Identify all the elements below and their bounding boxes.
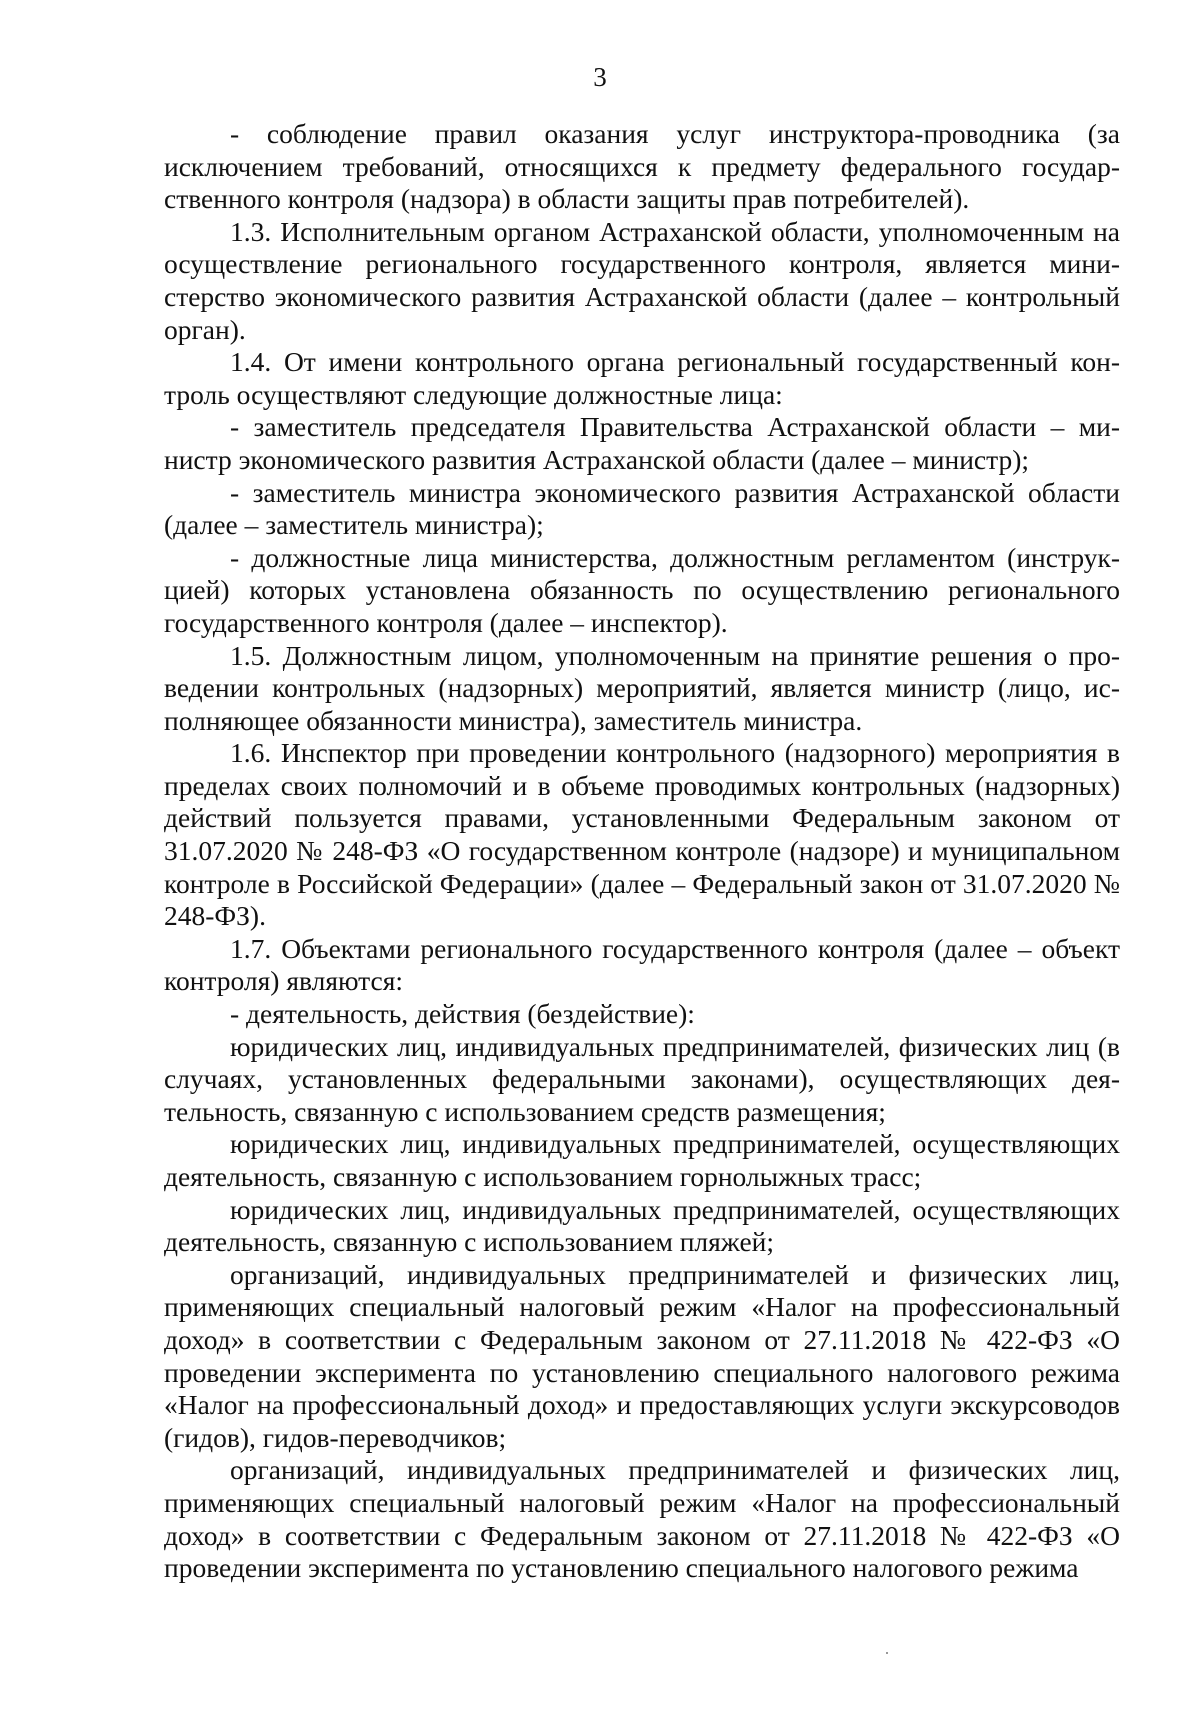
document-body xyxy=(164,118,1120,1585)
paragraph: организаций, индивидуальных предпринимателей и физических лиц, применяющих специальный налоговый режим «Налог на профессиональный доход» в соответствии с Федеральным законом от 27.11.2018 № 422-ФЗ «О проведении эксперимента по установлению специального налогового режима «Налог на профессиональный доход» и предоставляющих услуги экскурсоводов (гидов), гидов-переводчиков; xyxy=(164,1258,1120,1453)
paragraph: юридических лиц, индивидуальных предпринимателей, физических лиц (в случаях, установленных федеральными законами), осуществляющих деятельность, связанную с использованием средств размещения; xyxy=(164,1030,1120,1127)
paragraph: организаций, индивидуальных предпринимателей и физических лиц, применяющих специальный налоговый режим «Налог на профессиональный доход» в соответствии с Федеральным законом от 27.11.2018 № 422-ФЗ «О проведении эксперимента по установлению специального налогового режима xyxy=(164,1454,1120,1584)
paragraph: - деятельность, действия (бездействие): xyxy=(230,998,695,1030)
page-number: 3 xyxy=(593,62,607,92)
paragraph: 1.5. Должностным лицом, уполномоченным на принятие решения о проведении контрольных (надзорных) мероприятий, является министр (лицо, исполняющее обязанности министра), заместитель министра. xyxy=(164,639,1120,736)
paragraph: 1.6. Инспектор при проведении контрольного (надзорного) мероприятия в пределах своих полномочий и в объеме проводимых контрольных (надзорных) действий пользуется правами, установленными Федеральным законом от 31.07.2020 № 248-ФЗ «О государственном контроле (надзоре) и муниципальном контроле в Российской Федерации» (далее – Федеральный закон от 31.07.2020 № 248-ФЗ). xyxy=(164,737,1120,932)
scan-speck xyxy=(886,1652,888,1654)
paragraph: юридических лиц, индивидуальных предпринимателей, осуществляющих деятельность, связанную с использованием пляжей; xyxy=(164,1193,1120,1258)
paragraph: 1.7. Объектами регионального государственного контроля (далее – объект контроля) являются: xyxy=(164,932,1120,997)
paragraph: 1.4. От имени контрольного органа региональный государственный контроль осуществляют следующие должностные лица: xyxy=(164,346,1120,410)
paragraph: юридических лиц, индивидуальных предпринимателей, осуществляющих деятельность, связанную с использованием горнолыжных трасс; xyxy=(164,1128,1120,1192)
paragraph: - должностные лица министерства, должностным регламентом (инструкцией) которых установлена обязанность по осуществлению регионального государственного контроля (далее – инспектор). xyxy=(164,541,1120,638)
paragraph: - заместитель министра экономического развития Астраханской области (далее – заместитель министра); xyxy=(164,476,1120,541)
paragraph: 1.3. Исполнительным органом Астраханской области, уполномоченным на осуществление регионального государственного контроля, является министерство экономического развития Астраханской области (далее – контрольный орган). xyxy=(164,215,1120,345)
paragraph: - соблюдение правил оказания услуг инструктора-проводника (за исключением требований, относящихся к предмету федерального государственного контроля (надзора) в области защиты прав потребителей). xyxy=(164,118,1120,215)
paragraph: - заместитель председателя Правительства Астраханской области – министр экономического развития Астраханской области (далее – министр); xyxy=(164,411,1120,475)
